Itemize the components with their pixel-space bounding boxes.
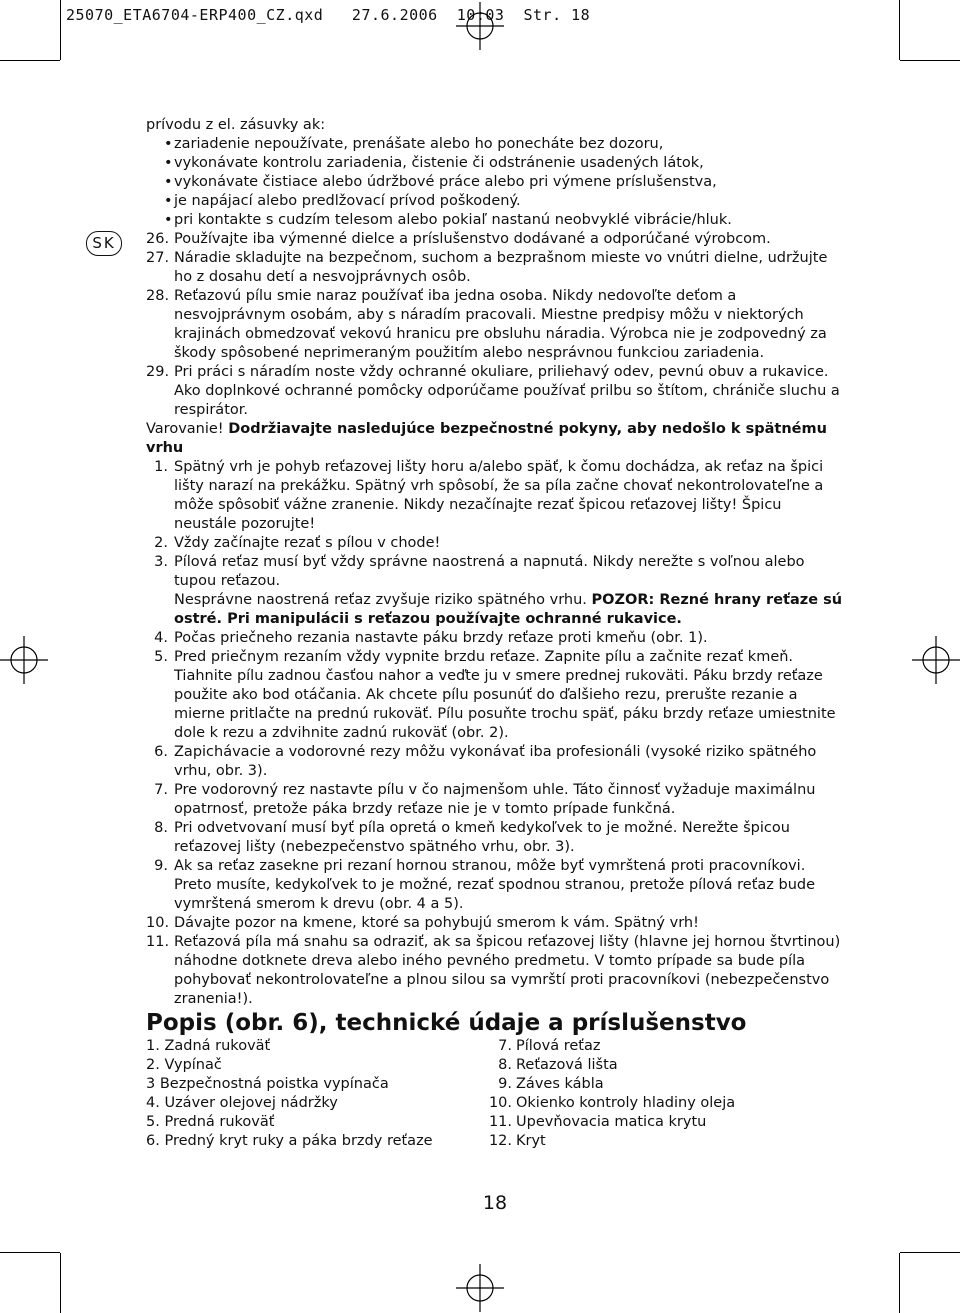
bullet-icon: • (164, 212, 173, 228)
kickback-item: 10. Dávajte pozor na kmene, ktoré sa pohybujú smerom k vám. Spätný vrh! (146, 915, 699, 931)
part-item: 1. Zadná rukoväť (146, 1038, 271, 1054)
crop-mark (60, 0, 61, 60)
parts-column-left (146, 1037, 476, 1151)
kickback-item: 5. Pred priečnym rezaním vždy vypnite brzdu reťaze. Zapnite pílu a začnite rezať kmeň. Tiahnite pílu zadnou časťou nahor a veďte ju v smere prednej rukoväti. Páku brzdy reťaze použite ako bod otáčania. Ak chcete pílu posunúť do ďalšieho rezu, prerušte rezanie a mierne pritlačte na prednú rukoväť. Pílu posuňte trochu späť, páku brzdy reťaze umiestnite dole k rezu a zdvihnite zadnú rukoväť (obr. 2). (154, 649, 836, 741)
registration-mark-icon (912, 636, 960, 684)
part-item: 11. Upevňovacia matica krytu (488, 1114, 707, 1130)
crop-mark (0, 60, 60, 61)
rule-text: Používajte iba výmenné dielce a príslušenstvo dodávané a odporúčané výrobcom. (174, 231, 771, 247)
kickback-item: 8. Pri odvetvovaní musí byť píla opretá o kmeň kedykoľvek to je možné. Nerežte špicou reťazovej lišty (nebezpečenstvo spätného vrhu, obr. 3). (154, 820, 790, 855)
part-item: 4. Uzáver olejovej nádržky (146, 1095, 338, 1111)
rule-number: 26. (146, 231, 170, 247)
rule-text: Pri práci s náradím noste vždy ochranné okuliare, priliehavý odev, pevnú obuv a rukavice. Ako doplnkové ochranné pomôcky odporúčame používať prilbu so štítom, chrániče sluchu a respirátor. (174, 364, 840, 418)
part-item: 12. Kryt (488, 1133, 546, 1149)
crop-mark (900, 60, 960, 61)
rule-number: 28. (146, 288, 170, 304)
part-item: 5. Predná rukoväť (146, 1114, 275, 1130)
rule-text: Reťazovú pílu smie naraz používať iba jedna osoba. Nikdy nedovoľte deťom a nesvojprávnym osobám, aby s náradím pracovali. Miestne predpisy môžu v niektorých krajinách obmedzovať vekovú hranicu pre obsluhu náradia. Výrobca nie je zodpovedný za škody spôsobené neprimeraným použitím alebo nesprávnou funkciou zariadenia. (174, 288, 827, 361)
bullet-icon: • (164, 136, 173, 152)
crop-mark (60, 1253, 61, 1313)
rule-text: Náradie skladujte na bezpečnom, suchom a bezprašnom mieste vo vnútri dielne, udržujte ho z dosahu detí a nesvojprávnych osôb. (174, 250, 828, 285)
part-item: 10. Okienko kontroly hladiny oleja (488, 1095, 736, 1111)
crop-mark (899, 0, 900, 60)
kickback-item: 6. Zapichávacie a vodorovné rezy môžu vykonávať iba profesionáli (vysoké riziko spätného vrhu, obr. 3). (154, 744, 817, 779)
rule-item (146, 363, 846, 420)
warning-label: Varovanie! (146, 421, 224, 437)
page-number: 18 (482, 1192, 508, 1214)
list-item: • zariadenie nepoužívate, prenášate alebo ho ponecháte bez dozoru, (164, 136, 664, 152)
list-item: • vykonávate čistiace alebo údržbové práce alebo pri výmene príslušenstva, (164, 174, 717, 190)
part-item: 7. Pílová reťaz (498, 1038, 601, 1054)
condition-list (146, 135, 846, 230)
language-badge: SK (86, 231, 122, 256)
part-item: 6. Predný kryt ruky a páka brzdy reťaze (146, 1133, 433, 1149)
rule-item (146, 249, 846, 287)
kickback-note: Nesprávne naostrená reťaz zvyšuje riziko spätného vrhu. (174, 592, 587, 608)
parts-column-right (476, 1037, 816, 1151)
registration-mark-icon (0, 636, 48, 684)
kickback-item: 9. Ak sa reťaz zasekne pri rezaní hornou stranou, môže byť vymrštená proti pracovníkovi. Preto musíte, kedykoľvek to je možné, rezať spodnou stranou, pretože pílová reťaz bude vymrštená smerom k drevu (obr. 4 a 5). (154, 858, 816, 912)
part-item: 3 Bezpečnostná poistka vypínača (146, 1076, 389, 1092)
registration-mark-icon (456, 1264, 504, 1312)
warning-heading (146, 420, 846, 458)
rule-number: 29. (146, 364, 170, 380)
rules-list (146, 230, 846, 420)
kickback-item: 7. Pre vodorovný rez nastavte pílu v čo najmenšom uhle. Táto činnosť vyžaduje maximálnu opatrnosť, pretože páka brzdy reťaze nie je v tomto prípade funkčná. (154, 782, 816, 817)
kickback-item: 11. Reťazová píla má snahu sa odraziť, ak sa špicou reťazovej lišty (hlavne jej hornou štvrtinou) náhodne dotknete dreva alebo iného pevného predmetu. V tomto prípade sa bude píla pohybovať nekontrolovateľne a plnou silou sa vymrští proti pracovníkovi (nebezpečenstvo zranenia!). (146, 934, 841, 1007)
list-item: • je napájací alebo predlžovací prívod poškodený. (164, 193, 521, 209)
kickback-item: 3. Pílová reťaz musí byť vždy správne naostrená a napnutá. Nikdy nerežte s voľnou alebo tupou reťazou. Nesprávne naostrená reťaz zvyšuje riziko spätného vrhu. POZOR: Rezné hrany reťaze sú ostré. Pri manipulácii s reťazou používajte ochranné rukavice. (154, 554, 843, 627)
kickback-item: 4. Počas priečneho rezania nastavte páku brzdy reťaze proti kmeňu (obr. 1). (154, 630, 708, 646)
list-item: • pri kontakte s cudzím telesom alebo pokiaľ nastanú neobvyklé vibrácie/hluk. (164, 212, 732, 228)
kickback-item: 1. Spätný vrh je pohyb reťazovej lišty horu a/alebo späť, k čomu dochádza, ak reťaz na špici lišty narazí na prekážku. Spätný vrh spôsobí, že sa píla začne chovať nekontrolovateľne a môže spôsobiť vážne zranenie. Nikdy nezačínajte rezať špicou reťazovej lišty! Špicu neustále pozorujte! (154, 459, 824, 532)
parts-list (146, 1037, 846, 1157)
registration-mark-icon (456, 2, 504, 50)
part-item: 9. Záves kábla (498, 1076, 604, 1092)
kickback-list (146, 458, 846, 1009)
part-item: 2. Vypínač (146, 1057, 222, 1073)
page-body (146, 116, 846, 1157)
intro-line: prívodu z el. zásuvky ak: (146, 117, 326, 133)
bullet-icon: • (164, 174, 173, 190)
rule-item (146, 287, 846, 363)
crop-mark (900, 1252, 960, 1253)
print-slug: 25070_ETA6704-ERP400_CZ.qxd 27.6.2006 10:03 Str. 18 (66, 6, 591, 24)
part-item: 8. Reťazová lišta (498, 1057, 618, 1073)
crop-mark (899, 1253, 900, 1313)
kickback-caution: POZOR: Rezné hrany reťaze sú ostré. Pri manipulácii s reťazou používajte ochranné rukavice. (174, 592, 843, 627)
section-title: Popis (obr. 6), technické údaje a príslušenstvo (146, 1010, 747, 1036)
kickback-item: 2. Vždy začínajte rezať s pílou v chode! (154, 535, 441, 551)
bullet-icon: • (164, 155, 173, 171)
warning-title: Dodržiavajte nasledujúce bezpečnostné pokyny, aby nedošlo k spätnému vrhu (146, 421, 827, 456)
rule-item (146, 230, 846, 249)
crop-mark (0, 1252, 60, 1253)
rule-number: 27. (146, 250, 170, 266)
bullet-icon: • (164, 193, 173, 209)
list-item: • vykonávate kontrolu zariadenia, čistenie či odstránenie usadených látok, (164, 155, 704, 171)
